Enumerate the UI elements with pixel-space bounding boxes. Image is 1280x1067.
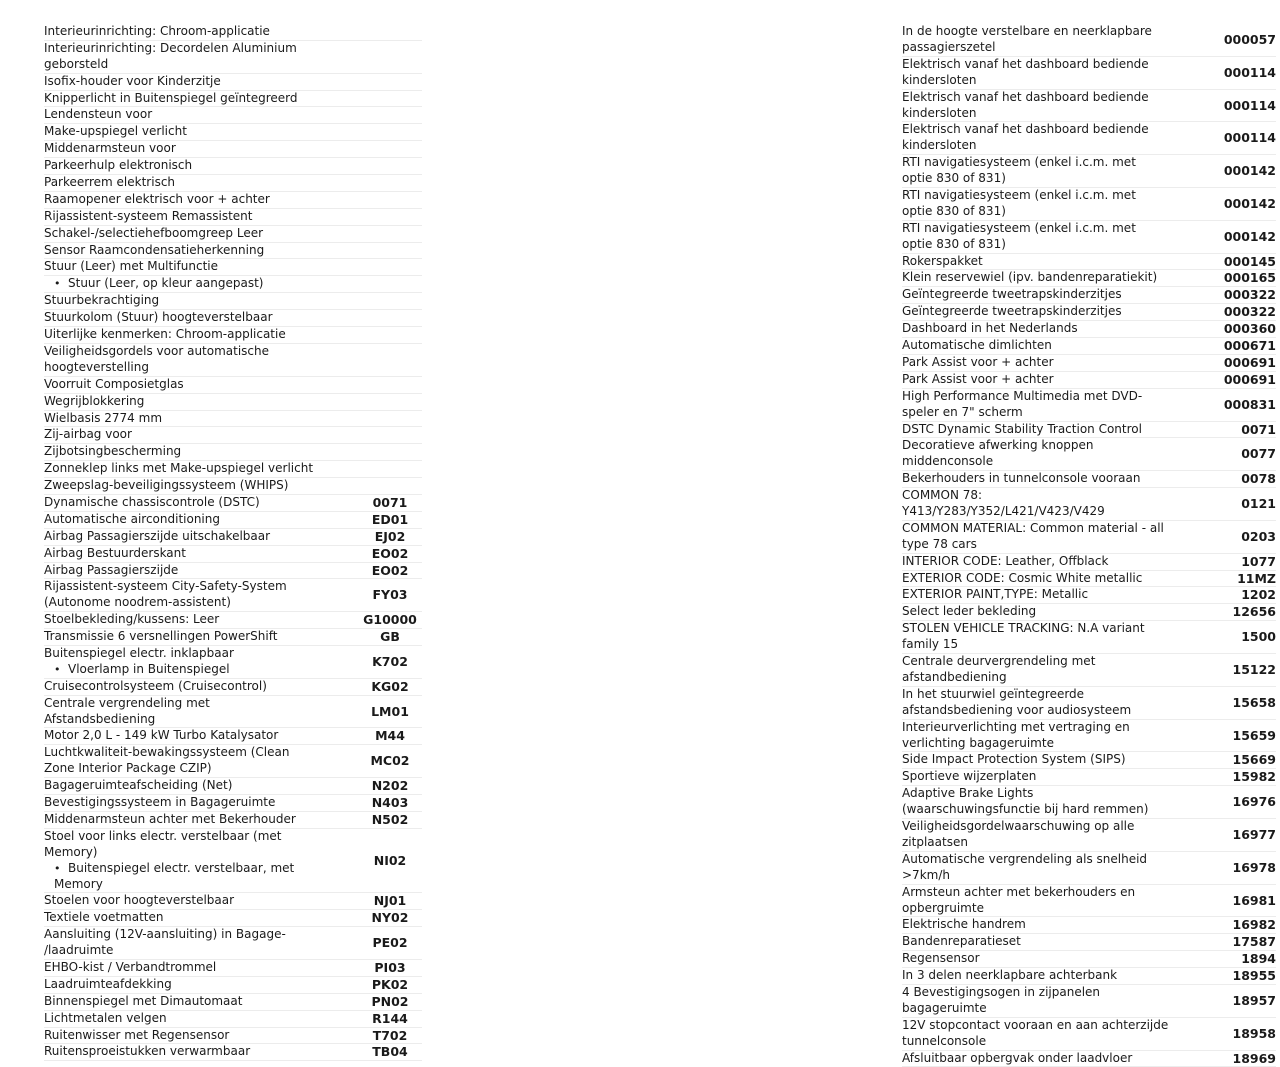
option-description: Ruitenwisser met Regensensor (44, 1027, 230, 1042)
option-description: In de hoogte verstelbare en neerklapbare passagierszetel (902, 24, 1152, 54)
option-code: EO02 (371, 545, 409, 561)
option-description (44, 829, 362, 893)
right-option-row (902, 1051, 1276, 1067)
option-description: Veiligheidsgordels voor automatische hoogteverstelling (44, 343, 270, 374)
option-code: 18958 (1232, 1025, 1276, 1041)
option-description: Make-upspiegel verlicht (44, 124, 187, 139)
option-description: In het stuurwiel geïntegreerde afstandsbediening voor audiosysteem (902, 686, 1132, 717)
option-code: 000360 (1223, 321, 1276, 337)
option-code: 15982 (1232, 769, 1276, 785)
option-code: M44 (375, 728, 405, 744)
option-code: 1077 (1241, 553, 1276, 569)
right-option-row (902, 438, 1276, 471)
left-option-row (44, 1044, 422, 1061)
option-code: 16977 (1232, 826, 1276, 842)
option-description: Rijassistent-systeem Remassistent (44, 208, 253, 223)
left-option-row (44, 994, 422, 1011)
option-code: PK02 (371, 976, 409, 992)
option-code: 000145 (1223, 253, 1276, 269)
option-description: Parkeerhulp elektronisch (44, 158, 193, 173)
option-code: 000691 (1223, 371, 1276, 387)
right-options-list (902, 24, 1276, 1067)
option-description: Voorruit Composietglas (44, 376, 184, 391)
left-option-row (44, 812, 422, 829)
left-option-row (44, 778, 422, 795)
left-option-row (44, 1028, 422, 1045)
right-option-row (902, 554, 1276, 571)
left-option-row (44, 629, 422, 646)
option-description: Stuur (Leer) met Multifunctie (44, 259, 219, 274)
option-description: Stuurkolom (Stuur) hoogteverstelbaar (44, 310, 273, 325)
right-option-row (902, 471, 1276, 488)
option-code: 000057 (1223, 31, 1276, 47)
option-description: Knipperlicht in Buitenspiegel geïntegreerd (44, 90, 298, 105)
option-description: Laadruimteafdekking (44, 976, 172, 991)
option-code: 1500 (1241, 629, 1276, 645)
option-description: EHBO-kist / Verbandtrommel (44, 960, 217, 975)
right-option-row (902, 752, 1276, 769)
option-code: 000165 (1223, 270, 1276, 286)
option-code: LM01 (371, 703, 409, 719)
right-option-row (902, 819, 1276, 852)
option-description: Dynamische chassiscontrole (DSTC) (44, 494, 260, 509)
option-description: Select leder bekleding (902, 604, 1037, 619)
option-description: Park Assist voor + achter (902, 354, 1054, 369)
left-option-row (44, 124, 422, 141)
option-description: 4 Bevestigingsogen in zijpanelen bagageruimte (902, 984, 1101, 1015)
option-description: Stoelbekleding/kussens: Leer (44, 612, 220, 627)
option-code: TB04 (372, 1044, 408, 1060)
option-code: KG02 (371, 678, 409, 694)
left-option-row (44, 209, 422, 226)
right-option-row (902, 57, 1276, 90)
right-option-row (902, 304, 1276, 321)
option-description: Cruisecontrolsysteem (Cruisecontrol) (44, 678, 267, 693)
option-code: 000671 (1223, 338, 1276, 354)
left-option-row (44, 977, 422, 994)
right-option-row (902, 155, 1276, 188)
option-code: PN02 (371, 993, 409, 1009)
option-description: Parkeerrem elektrisch (44, 175, 176, 190)
right-option-row (902, 355, 1276, 372)
option-description: Regensensor (902, 951, 980, 966)
left-options-list (44, 24, 422, 1061)
left-option-row (44, 192, 422, 209)
left-option-row (44, 411, 422, 428)
option-code: 000114 (1223, 64, 1276, 80)
option-description: Bandenreparatieset (902, 934, 1021, 949)
right-option-row (902, 338, 1276, 355)
option-code: T702 (372, 1027, 408, 1043)
option-description: RTI navigatiesysteem (enkel i.c.m. met optie 830 of 831) (902, 155, 1136, 186)
option-code: FY03 (372, 587, 408, 603)
left-option-row (44, 427, 422, 444)
option-code: 000142 (1223, 195, 1276, 211)
option-description: Zonneklep links met Make-upspiegel verlicht (44, 461, 314, 476)
left-option-row (44, 226, 422, 243)
option-code: PE02 (372, 935, 408, 951)
option-description: Transmissie 6 versnellingen PowerShift (44, 629, 278, 644)
option-code: 000322 (1223, 287, 1276, 303)
left-option-row (44, 679, 422, 696)
option-code: 18969 (1232, 1050, 1276, 1066)
right-option-row (902, 122, 1276, 155)
option-code: ED01 (371, 511, 409, 527)
right-option-row (902, 389, 1276, 422)
option-description: Motor 2,0 L - 149 kW Turbo Katalysator (44, 728, 279, 743)
option-description: Lendensteun voor (44, 107, 153, 122)
option-code: N403 (371, 795, 409, 811)
option-code: 0078 (1241, 471, 1276, 487)
option-description: Middenarmsteun achter met Bekerhouder (44, 811, 296, 826)
left-option-row (44, 646, 422, 679)
right-option-row (902, 422, 1276, 439)
option-description: Wegrijblokkering (44, 393, 145, 408)
option-description: Stuurbekrachtiging (44, 293, 160, 308)
option-code: 18955 (1232, 968, 1276, 984)
option-code: 18957 (1232, 992, 1276, 1008)
option-code: 16981 (1232, 892, 1276, 908)
option-code: NY02 (371, 910, 409, 926)
option-description-line: Stoel voor links electr. verstelbaar (met Memory) (44, 828, 282, 859)
left-option-row (44, 344, 422, 377)
right-option-row (902, 968, 1276, 985)
right-option-row (902, 604, 1276, 621)
option-description: 12V stopcontact vooraan en aan achterzijde tunnelconsole (902, 1017, 1169, 1048)
option-description: Side Impact Protection System (SIPS) (902, 752, 1126, 767)
right-option-row (902, 769, 1276, 786)
option-description: Sportieve wijzerplaten (902, 769, 1037, 784)
option-code: 0203 (1241, 528, 1276, 544)
option-description: Veiligheidsgordelwaarschuwing op alle zitplaatsen (902, 819, 1135, 849)
option-description: Automatische vergrendeling als snelheid >7km/h (902, 851, 1148, 882)
option-code: 12656 (1232, 604, 1276, 620)
option-description: High Performance Multimedia met DVD- speler en 7" scherm (902, 388, 1143, 419)
right-option-row (902, 885, 1276, 918)
left-option-row (44, 394, 422, 411)
left-option-row (44, 41, 422, 74)
left-option-row (44, 1011, 422, 1028)
right-option-row (902, 587, 1276, 604)
option-code: EO02 (371, 562, 409, 578)
option-description: Lichtmetalen velgen (44, 1010, 167, 1025)
option-description: Sensor Raamcondensatieherkenning (44, 242, 265, 257)
option-description: Automatische airconditioning (44, 511, 220, 526)
option-description (44, 646, 362, 678)
right-option-row (902, 934, 1276, 951)
option-code: 11MZ (1237, 570, 1276, 586)
right-option-row (902, 270, 1276, 287)
option-code: 000142 (1223, 228, 1276, 244)
option-description: • Stuur (Leer, op kleur aangepast) (44, 276, 362, 292)
left-option-row (44, 829, 422, 894)
right-option-row (902, 1018, 1276, 1051)
option-sub-bullet: • Buitenspiegel electr. verstelbaar, met Memory (44, 861, 356, 893)
option-description: RTI navigatiesysteem (enkel i.c.m. met optie 830 of 831) (902, 220, 1136, 251)
right-option-row (902, 321, 1276, 338)
left-option-row (44, 563, 422, 580)
option-description: Airbag Bestuurderskant (44, 545, 186, 560)
option-code: EJ02 (374, 528, 406, 544)
option-code: 0071 (372, 494, 408, 510)
option-code: PI03 (374, 960, 406, 976)
left-option-row (44, 377, 422, 394)
option-description: Isofix-houder voor Kinderzitje (44, 73, 221, 88)
left-option-row (44, 74, 422, 91)
option-description: Luchtkwaliteit-bewakingssysteem (Clean Zone Interior Package CZIP) (44, 745, 290, 776)
right-option-row (902, 221, 1276, 254)
right-option-row (902, 951, 1276, 968)
left-option-row (44, 612, 422, 629)
option-sub-bullet: • Vloerlamp in Buitenspiegel (44, 662, 356, 678)
option-description: Interieurinrichting: Decordelen Aluminium geborsteld (44, 40, 297, 71)
right-option-row (902, 488, 1276, 521)
left-option-row (44, 745, 422, 778)
left-option-row (44, 579, 422, 612)
option-code: MC02 (370, 753, 410, 769)
right-option-row (902, 90, 1276, 123)
option-code: N502 (371, 811, 409, 827)
option-description: STOLEN VEHICLE TRACKING: N.A variant family 15 (902, 621, 1145, 652)
left-option-row (44, 910, 422, 927)
option-code: 16976 (1232, 794, 1276, 810)
left-option-row (44, 158, 422, 175)
option-description: Interieurinrichting: Chroom-applicatie (44, 24, 270, 38)
left-option-row (44, 795, 422, 812)
option-description: Wielbasis 2774 mm (44, 410, 163, 425)
option-description: Airbag Passagierszijde (44, 562, 179, 577)
right-option-row (902, 188, 1276, 221)
option-description: Elektrisch vanaf het dashboard bediende kindersloten (902, 89, 1149, 120)
option-description: Uiterlijke kenmerken: Chroom-applicatie (44, 327, 286, 342)
right-option-row (902, 654, 1276, 687)
left-option-row (44, 276, 422, 293)
left-option-row (44, 512, 422, 529)
option-description: Interieurverlichting met vertraging en verlichting bagageruimte (902, 719, 1130, 750)
option-description: Geïntegreerde tweetrapskinderzitjes (902, 287, 1122, 302)
option-description: Geïntegreerde tweetrapskinderzitjes (902, 304, 1122, 319)
option-code: 15122 (1232, 661, 1276, 677)
option-code: 0077 (1241, 446, 1276, 462)
option-description: Airbag Passagierszijde uitschakelbaar (44, 528, 271, 543)
option-description: Raamopener elektrisch voor + achter (44, 191, 270, 206)
option-description: Automatische dimlichten (902, 338, 1052, 353)
left-option-row (44, 327, 422, 344)
option-description: COMMON 78: Y413/Y283/Y352/L421/V423/V429 (902, 488, 1105, 518)
option-code: 000691 (1223, 354, 1276, 370)
option-code: 0121 (1241, 496, 1276, 512)
left-option-row (44, 927, 422, 960)
option-description-line: Buitenspiegel electr. inklapbaar (44, 646, 234, 660)
left-option-row (44, 478, 422, 495)
option-description: COMMON MATERIAL: Common material - all type 78 cars (902, 520, 1164, 551)
option-code: 16978 (1232, 859, 1276, 875)
left-option-row (44, 91, 422, 108)
left-option-row (44, 293, 422, 310)
option-description: In 3 delen neerklapbare achterbank (902, 968, 1118, 983)
option-description: Klein reservewiel (ipv. bandenreparatiekit) (902, 270, 1158, 285)
option-code: G10000 (363, 612, 417, 628)
right-option-row (902, 254, 1276, 271)
left-option-row (44, 107, 422, 124)
right-option-row (902, 287, 1276, 304)
option-description: Rokerspakket (902, 253, 983, 268)
option-description: Aansluiting (12V-aansluiting) in Bagage- /laadruimte (44, 927, 286, 958)
option-description: Dashboard in het Nederlands (902, 321, 1078, 336)
option-description: Elektrische handrem (902, 917, 1026, 932)
option-description: Bekerhouders in tunnelconsole vooraan (902, 471, 1141, 486)
right-option-row (902, 917, 1276, 934)
option-description: Zijbotsingbescherming (44, 444, 182, 459)
right-option-row (902, 720, 1276, 753)
left-option-row (44, 444, 422, 461)
option-code: R144 (372, 1010, 408, 1026)
right-option-row (902, 24, 1276, 57)
option-description: Middenarmsteun voor (44, 141, 176, 156)
option-code: 000322 (1223, 304, 1276, 320)
left-option-row (44, 243, 422, 260)
option-code: K702 (372, 653, 408, 669)
option-description: Zij-airbag voor (44, 427, 132, 442)
option-description: EXTERIOR PAINT,TYPE: Metallic (902, 587, 1089, 602)
option-code: 000831 (1223, 396, 1276, 412)
option-description: EXTERIOR CODE: Cosmic White metallic (902, 570, 1143, 585)
right-option-row (902, 786, 1276, 819)
left-option-row (44, 461, 422, 478)
left-option-row (44, 495, 422, 512)
option-description: Centrale deurvergrendeling met afstandbediening (902, 654, 1096, 684)
left-option-row (44, 960, 422, 977)
left-option-row (44, 24, 422, 41)
option-description: Decoratieve afwerking knoppen middenconsole (902, 438, 1094, 469)
right-option-row (902, 985, 1276, 1018)
option-code: GB (380, 629, 400, 645)
option-description: Elektrisch vanaf het dashboard bediende kindersloten (902, 56, 1149, 87)
left-option-row (44, 893, 422, 910)
option-description: Textiele voetmatten (44, 910, 164, 925)
option-description: Armsteun achter met bekerhouders en opbergruimte (902, 884, 1136, 915)
option-description: Schakel-/selectiehefboomgreep Leer (44, 225, 264, 240)
right-option-row (902, 521, 1276, 554)
left-option-row (44, 728, 422, 745)
option-code: 000114 (1223, 97, 1276, 113)
option-code: 16982 (1232, 917, 1276, 933)
right-option-row (902, 852, 1276, 885)
right-option-row (902, 687, 1276, 720)
left-option-row (44, 141, 422, 158)
left-option-row (44, 546, 422, 563)
option-description: INTERIOR CODE: Leather, Offblack (902, 553, 1109, 568)
option-code: 17587 (1232, 934, 1276, 950)
option-code: 0071 (1241, 421, 1276, 437)
option-description: Bevestigingssysteem in Bagageruimte (44, 795, 276, 810)
option-description: Ruitensproeistukken verwarmbaar (44, 1044, 251, 1059)
option-code: 000114 (1223, 130, 1276, 146)
option-description: Stoelen voor hoogteverstelbaar (44, 893, 235, 908)
right-option-row (902, 571, 1276, 588)
option-description: Afsluitbaar opbergvak onder laadvloer (902, 1050, 1133, 1065)
option-description: Centrale vergrendeling met Afstandsbediening (44, 695, 210, 726)
right-option-row (902, 372, 1276, 389)
option-code: NI02 (373, 852, 407, 868)
option-description: DSTC Dynamic Stability Traction Control (902, 421, 1142, 436)
option-code: 1202 (1241, 587, 1276, 603)
right-option-row (902, 621, 1276, 654)
option-code: N202 (371, 778, 409, 794)
option-description: Binnenspiegel met Dimautomaat (44, 993, 243, 1008)
left-option-row (44, 310, 422, 327)
left-option-row (44, 529, 422, 546)
option-description: Elektrisch vanaf het dashboard bediende kindersloten (902, 122, 1149, 153)
left-option-row (44, 175, 422, 192)
option-description: Bagageruimteafscheiding (Net) (44, 778, 233, 793)
option-description: Rijassistent-systeem City-Safety-System (Autonome noodrem-assistent) (44, 579, 287, 610)
option-code: 15659 (1232, 727, 1276, 743)
option-description: Park Assist voor + achter (902, 371, 1054, 386)
option-code: 1894 (1241, 951, 1276, 967)
left-option-row (44, 259, 422, 276)
left-option-row (44, 696, 422, 729)
option-description: Adaptive Brake Lights (waarschuwingsfunctie bij hard remmen) (902, 786, 1149, 817)
option-description: Zweepslag-beveiligingssysteem (WHIPS) (44, 478, 289, 493)
option-code: NJ01 (373, 893, 407, 909)
option-code: 15658 (1232, 694, 1276, 710)
option-code: 15669 (1232, 752, 1276, 768)
option-code: 000142 (1223, 163, 1276, 179)
option-description: RTI navigatiesysteem (enkel i.c.m. met optie 830 of 831) (902, 187, 1136, 218)
